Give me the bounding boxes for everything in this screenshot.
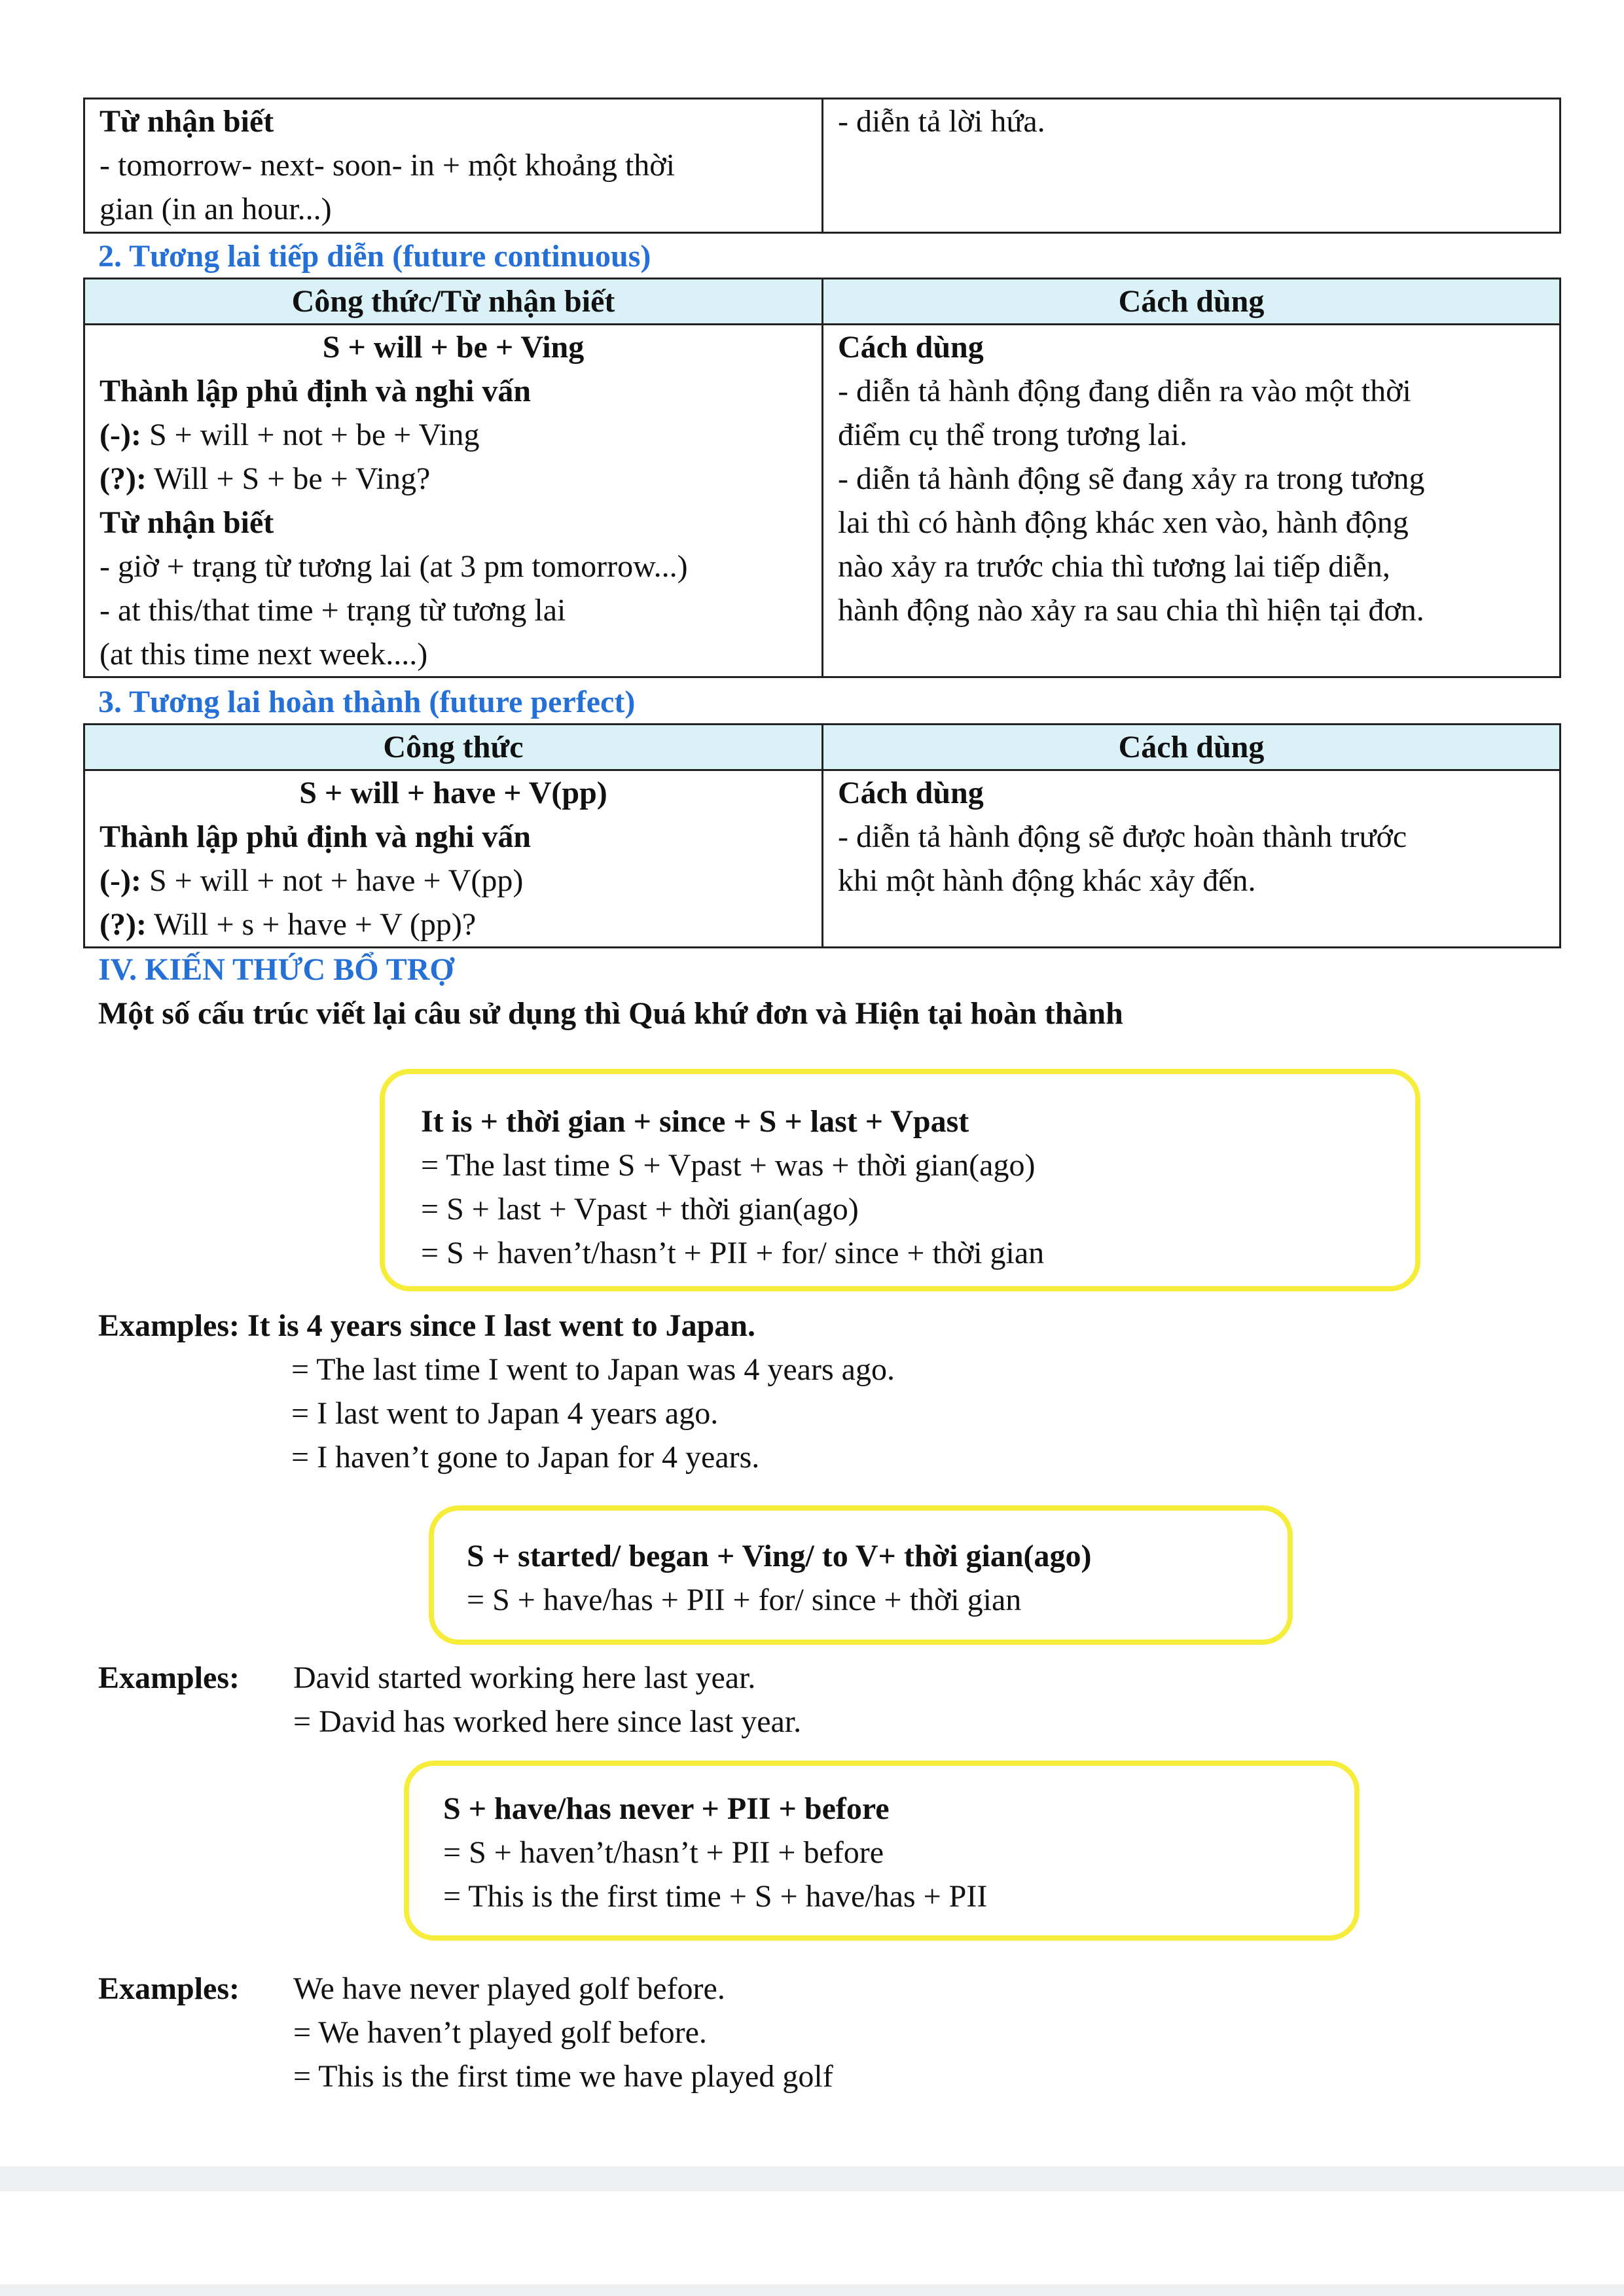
usage-title: Cách dùng	[838, 776, 984, 810]
signal-line: - at this/that time + trạng từ tương lai	[99, 593, 566, 628]
table-future-perfect	[83, 723, 1561, 948]
structure-box	[429, 1505, 1293, 1645]
structure-line: = This is the first time + S + have/has + PII	[443, 1879, 988, 1914]
table-header-row	[84, 725, 1561, 770]
table-future-continuous	[83, 278, 1561, 678]
structure-box	[380, 1069, 1420, 1291]
question-text: Will + s + have + V (pp)?	[146, 907, 477, 942]
negative-label: (-):	[99, 418, 141, 452]
usage-line: - diễn tả hành động sẽ đang xảy ra trong tương	[838, 461, 1425, 496]
table-row	[84, 770, 1561, 948]
example-line: = We haven’t played golf before.	[293, 2015, 707, 2050]
table-row	[84, 325, 1561, 677]
column-header: Cách dùng	[823, 725, 1561, 770]
usage-line: điểm cụ thể trong tương lai.	[838, 418, 1187, 452]
page-gap	[0, 2166, 1624, 2191]
usage-title: Cách dùng	[838, 330, 984, 365]
page-gap	[0, 2284, 1624, 2296]
section-heading: 2. Tương lai tiếp diễn (future continuous)	[98, 239, 651, 274]
formula: S + will + be + Ving	[322, 330, 585, 365]
column-header: Công thức	[84, 725, 823, 770]
signal-title: Từ nhận biết	[99, 505, 274, 540]
structure-title: S + started/ began + Ving/ to V+ thời gian(ago)	[467, 1539, 1092, 1573]
negative-label: (-):	[99, 863, 141, 898]
table-cell-left	[84, 770, 823, 948]
example-sentence: It is 4 years since I last went to Japan.	[247, 1308, 755, 1343]
section-heading: 3. Tương lai hoàn thành (future perfect)	[98, 685, 636, 719]
example-label: Examples:	[98, 1660, 240, 1695]
structure-box	[404, 1761, 1360, 1941]
usage-line: - diễn tả lời hứa.	[838, 104, 1045, 139]
structure-line: = The last time S + Vpast + was + thời gian(ago)	[421, 1148, 1036, 1183]
example-label: Examples:	[98, 1971, 240, 2006]
table-cell-left	[84, 325, 823, 677]
question-form	[99, 903, 807, 946]
usage-line: nào xảy ra trước chia thì tương lai tiếp diễn,	[838, 549, 1390, 584]
neg-q-title: Thành lập phủ định và nghi vấn	[99, 374, 532, 408]
structure-line: = S + haven’t/hasn’t + PII + for/ since + thời gian	[421, 1236, 1045, 1270]
negative-form	[99, 859, 807, 903]
usage-line: - diễn tả hành động đang diễn ra vào một thời	[838, 374, 1411, 408]
example-line: = David has worked here since last year.	[293, 1704, 802, 1739]
example-line: = The last time I went to Japan was 4 years ago.	[291, 1352, 895, 1387]
section-subheading: Một số cấu trúc viết lại câu sử dụng thì Quá khứ đơn và Hiện tại hoàn thành	[98, 996, 1123, 1031]
table-cell-left	[84, 99, 823, 233]
example-line: = I last went to Japan 4 years ago.	[291, 1396, 719, 1431]
usage-line: - diễn tả hành động sẽ được hoàn thành trước	[838, 819, 1407, 854]
example-line: = This is the first time we have played golf	[293, 2059, 833, 2094]
example-lines	[293, 1656, 801, 1744]
signal-title: Từ nhận biết	[99, 104, 274, 139]
question-label: (?):	[99, 907, 147, 942]
section-heading: IV. KIẾN THỨC BỔ TRỢ	[98, 952, 454, 987]
formula: S + will + have + V(pp)	[299, 776, 607, 810]
negative-text: S + will + not + have + V(pp)	[141, 863, 524, 898]
signal-line: - giờ + trạng từ tương lai (at 3 pm tomorrow...)	[99, 549, 688, 584]
usage-line: lai thì có hành động khác xen vào, hành động	[838, 505, 1409, 540]
example-label: Examples:	[98, 1308, 247, 1343]
example-lines	[293, 1967, 833, 2098]
neg-q-title: Thành lập phủ định và nghi vấn	[99, 819, 532, 854]
signal-line: - tomorrow- next- soon- in + một khoảng thời	[99, 148, 675, 183]
table-row	[84, 99, 1561, 233]
signal-line: (at this time next week....)	[99, 637, 428, 672]
example-heading	[98, 1304, 755, 1348]
table-cell-right	[823, 770, 1561, 948]
question-text: Will + S + be + Ving?	[146, 461, 431, 496]
example-line: = I haven’t gone to Japan for 4 years.	[291, 1440, 760, 1475]
structure-line: = S + haven’t/hasn’t + PII + before	[443, 1835, 884, 1870]
structure-title: S + have/has never + PII + before	[443, 1791, 890, 1826]
example-sentence: We have never played golf before.	[293, 1971, 725, 2006]
structure-line: = S + have/has + PII + for/ since + thời gian	[467, 1583, 1022, 1617]
negative-text: S + will + not + be + Ving	[141, 418, 480, 452]
table-cell-right	[823, 325, 1561, 677]
structure-line: = S + last + Vpast + thời gian(ago)	[421, 1192, 859, 1227]
example-sentence: David started working here last year.	[293, 1660, 756, 1695]
column-header: Công thức/Từ nhận biết	[84, 279, 823, 325]
usage-line: khi một hành động khác xảy đến.	[838, 863, 1256, 898]
negative-form	[99, 413, 807, 457]
question-form	[99, 457, 807, 501]
signal-line: gian (in an hour...)	[99, 192, 332, 226]
example-lines	[291, 1348, 895, 1479]
column-header: Cách dùng	[823, 279, 1561, 325]
question-label: (?):	[99, 461, 147, 496]
table-cell-right	[823, 99, 1561, 233]
structure-title: It is + thời gian + since + S + last + Vpast	[421, 1104, 969, 1139]
table-continuation	[83, 98, 1561, 234]
usage-line: hành động nào xảy ra sau chia thì hiện tại đơn.	[838, 593, 1424, 628]
table-header-row	[84, 279, 1561, 325]
